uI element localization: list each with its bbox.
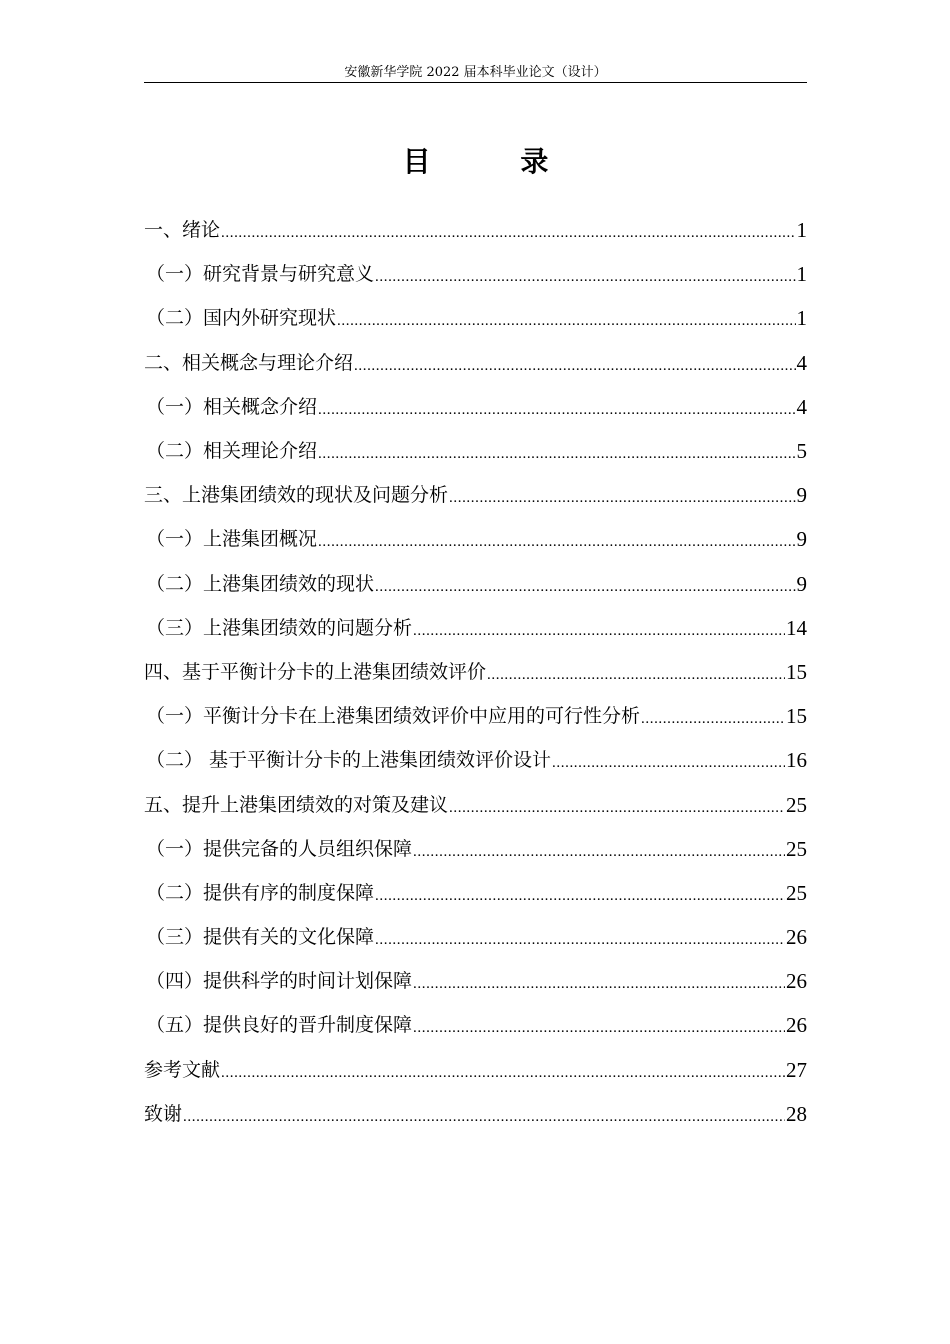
toc-entry-title: 四、基于平衡计分卡的上港集团绩效评价: [144, 660, 487, 683]
toc-dot-leader: [375, 265, 795, 289]
toc-section-entry[interactable]: [144, 738, 807, 782]
toc-dot-leader: [375, 884, 785, 908]
toc-entry-title: （二）国内外研究现状: [146, 307, 337, 330]
toc-dot-leader: [318, 398, 795, 422]
toc-page-number: 28: [786, 1101, 807, 1126]
toc-section-entry[interactable]: [144, 385, 807, 429]
toc-entry-title: 三、上港集团绩效的现状及问题分析: [144, 484, 449, 507]
toc-section-entry[interactable]: [144, 296, 807, 340]
toc-page-number: 26: [786, 1013, 807, 1038]
toc-page-number: 27: [786, 1057, 807, 1082]
toc-entry-title: 一、绪论: [144, 219, 221, 242]
toc-page-number: 26: [786, 969, 807, 994]
toc-page-number: 9: [796, 483, 807, 508]
toc-section-entry[interactable]: [144, 694, 807, 738]
toc-section-entry[interactable]: [144, 871, 807, 915]
page-title: 目 录: [402, 145, 589, 178]
toc-section-entry[interactable]: [144, 959, 807, 1003]
toc-entry-title: （一）研究背景与研究意义: [146, 263, 375, 286]
toc-page-number: 25: [786, 836, 807, 861]
toc-page-number: 1: [796, 218, 807, 243]
toc-page-number: 1: [796, 262, 807, 287]
toc-section-entry[interactable]: [144, 429, 807, 473]
toc-dot-leader: [318, 530, 795, 554]
toc-section-entry[interactable]: [144, 517, 807, 561]
toc-dot-leader: [183, 1105, 785, 1129]
toc-dot-leader: [413, 619, 785, 643]
toc-dot-leader: [221, 221, 795, 245]
toc-chapter-entry[interactable]: [144, 208, 807, 252]
toc-entry-title: （五）提供良好的晋升制度保障: [146, 1014, 413, 1037]
toc-dot-leader: [354, 354, 795, 378]
toc-entry-title: （二） 基于平衡计分卡的上港集团绩效评价设计: [146, 749, 552, 772]
toc-dot-leader: [552, 751, 785, 775]
toc-page-number: 9: [796, 571, 807, 596]
toc-entry-title: （一）提供完备的人员组织保障: [146, 837, 413, 860]
toc-chapter-entry[interactable]: [144, 1092, 807, 1136]
toc-entry-title: （二）提供有序的制度保障: [146, 881, 375, 904]
toc-entry-title: （三）上港集团绩效的问题分析: [146, 616, 413, 639]
page-header: 安徽新华学院 2022 届本科毕业论文（设计）: [344, 65, 607, 80]
toc-page-number: 15: [786, 659, 807, 684]
toc-entry-title: （二）相关理论介绍: [146, 440, 318, 463]
toc-dot-leader: [449, 796, 785, 820]
toc-entry-title: 五、提升上港集团绩效的对策及建议: [144, 793, 449, 816]
table-of-contents: [144, 208, 807, 1136]
toc-entry-title: （四）提供科学的时间计划保障: [146, 970, 413, 993]
toc-page-number: 25: [786, 880, 807, 905]
toc-page-number: 4: [796, 394, 807, 419]
toc-dot-leader: [318, 442, 795, 466]
toc-page-number: 5: [796, 439, 807, 464]
toc-entry-title: （二）上港集团绩效的现状: [146, 572, 375, 595]
toc-dot-leader: [375, 928, 785, 952]
toc-entry-title: （一）上港集团概况: [146, 528, 318, 551]
toc-section-entry[interactable]: [144, 915, 807, 959]
toc-dot-leader: [337, 309, 795, 333]
toc-section-entry[interactable]: [144, 562, 807, 606]
toc-entry-title: 参考文献: [144, 1058, 221, 1081]
toc-page-number: 16: [786, 748, 807, 773]
toc-entry-title: （一）平衡计分卡在上港集团绩效评价中应用的可行性分析: [146, 705, 641, 728]
toc-dot-leader: [641, 707, 785, 731]
toc-dot-leader: [221, 1061, 785, 1085]
toc-page-number: 1: [796, 306, 807, 331]
toc-chapter-entry[interactable]: [144, 650, 807, 694]
toc-page-number: 14: [786, 615, 807, 640]
toc-entry-title: 二、相关概念与理论介绍: [144, 351, 354, 374]
toc-dot-leader: [413, 972, 785, 996]
toc-page-number: 4: [796, 350, 807, 375]
toc-dot-leader: [413, 840, 785, 864]
toc-entry-title: （一）相关概念介绍: [146, 395, 318, 418]
toc-dot-leader: [375, 575, 795, 599]
toc-chapter-entry[interactable]: [144, 782, 807, 826]
toc-section-entry[interactable]: [144, 606, 807, 650]
toc-entry-title: （三）提供有关的文化保障: [146, 926, 375, 949]
toc-page-number: 25: [786, 792, 807, 817]
toc-dot-leader: [449, 486, 795, 510]
toc-chapter-entry[interactable]: [144, 473, 807, 517]
toc-section-entry[interactable]: [144, 827, 807, 871]
toc-page-number: 26: [786, 925, 807, 950]
toc-entry-title: 致谢: [144, 1102, 183, 1125]
toc-dot-leader: [413, 1016, 785, 1040]
toc-section-entry[interactable]: [144, 252, 807, 296]
toc-page-number: 15: [786, 704, 807, 729]
toc-chapter-entry[interactable]: [144, 341, 807, 385]
toc-page-number: 9: [796, 527, 807, 552]
header-divider: [144, 82, 807, 83]
toc-section-entry[interactable]: [144, 1003, 807, 1047]
toc-dot-leader: [487, 663, 785, 687]
toc-chapter-entry[interactable]: [144, 1048, 807, 1092]
